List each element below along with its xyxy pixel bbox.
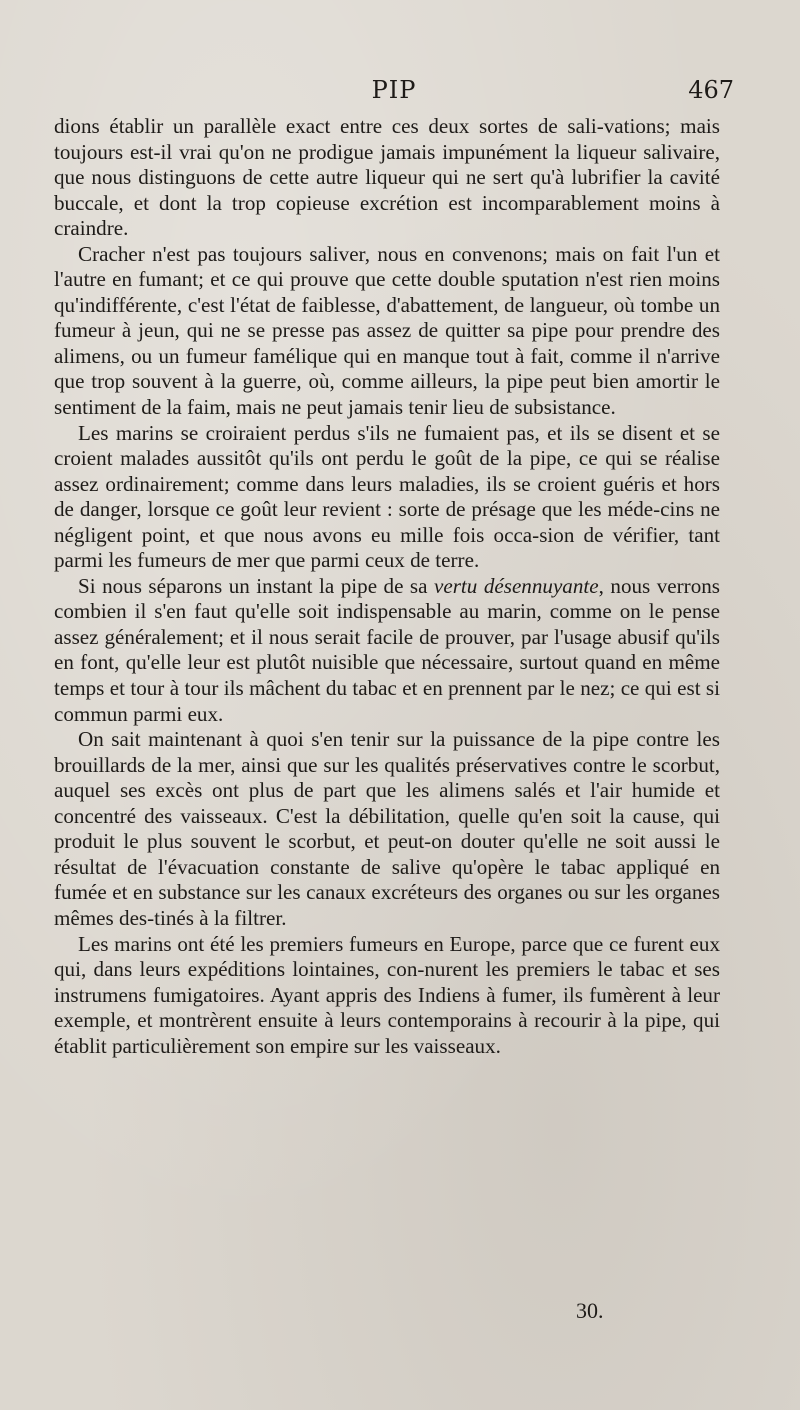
page-number: 467	[688, 76, 734, 104]
signature-mark: 30.	[576, 1298, 604, 1323]
paragraph-4-start: Si nous séparons un instant la pipe de sa	[78, 573, 434, 598]
paragraph-4	[54, 574, 720, 727]
paragraph-2: Cracher n'est pas toujours saliver, nous en convenons; mais on fait l'un et l'autre en fumant; et ce qui prouve que cette double sputation n'est rien moins qu'indifférente, c'est l'état de faiblesse, d'abattement, de langueur, où tombe un fumeur à jeun, qui ne se presse pas assez de quitter sa pipe pour prendre des alimens, ou un fumeur famélique qui en manque tout à fait, comme il n'arrive que trop souvent à la guerre, où, comme ailleurs, la pipe peut bien amortir le sentiment de la faim, mais ne peut jamais tenir lieu de subsistance.	[54, 241, 720, 420]
page-header	[54, 76, 734, 112]
body-text	[54, 114, 720, 1059]
running-head: PIP	[371, 76, 417, 104]
paragraph-4-end: , nous verrons combien il s'en faut qu'elle soit indispensable au marin, comme on le pense assez généralement; et il nous serait facile de prouver, par l'usage abusif qu'ils en font, qu'elle leur est plutôt nuisible que nécessaire, surtout quand en même temps et tour à tour ils mâchent du tabac et en prennent par le nez; ce qui est si commun parmi eux.	[54, 573, 720, 726]
paragraph-3: Les marins se croiraient perdus s'ils ne fumaient pas, et ils se disent et se croient malades aussitôt qu'ils ont perdu le goût de la pipe, ce qui se réalise assez ordinairement; comme dans leurs maladies, ils se croient guéris et hors de danger, lorsque ce goût leur revient : sorte de présage que les méde-cins ne négligent point, et que nous avons eu mille fois occa-sion de vérifier, tant parmi les fumeurs de mer que parmi ceux de terre.	[54, 420, 720, 573]
paragraph-5: On sait maintenant à quoi s'en tenir sur la puissance de la pipe contre les brouillards de la mer, ainsi que sur les qualités préservatives contre le scorbut, auquel ses excès ont plus de part que les alimens salés et l'air humide et concentré des vaisseaux. C'est la débilitation, quelle qu'en soit la cause, qui produit le plus souvent le scorbut, et peut-on douter qu'elle ne soit aussi le résultat de l'évacuation constante de salive qu'opère le tabac appliqué en fumée et en substance sur les canaux excréteurs des organes ou sur les organes mêmes des-tinés à la filtrer.	[54, 727, 720, 930]
paragraph-1: dions établir un parallèle exact entre ces deux sortes de sali-vations; mais toujours est-il vrai qu'on ne prodigue jamais impunément la liqueur salivaire, que nous distinguons de cette autre liqueur qui ne sert qu'à lubrifier la cavité buccale, et dont la trop copieuse excrétion est incomparablement moins à craindre.	[54, 114, 720, 241]
paragraph-6: Les marins ont été les premiers fumeurs en Europe, parce que ce furent eux qui, dans leurs expéditions lointaines, con-nurent les premiers le tabac et ses instrumens fumigatoires. Ayant appris des Indiens à fumer, ils fumèrent à leur exemple, et montrèrent ensuite à leurs contemporains à recourir à la pipe, qui établit particulièrement son empire sur les vaisseaux.	[54, 931, 720, 1058]
emphasis-vertu-desennuyante: vertu désennuyante	[434, 573, 599, 598]
